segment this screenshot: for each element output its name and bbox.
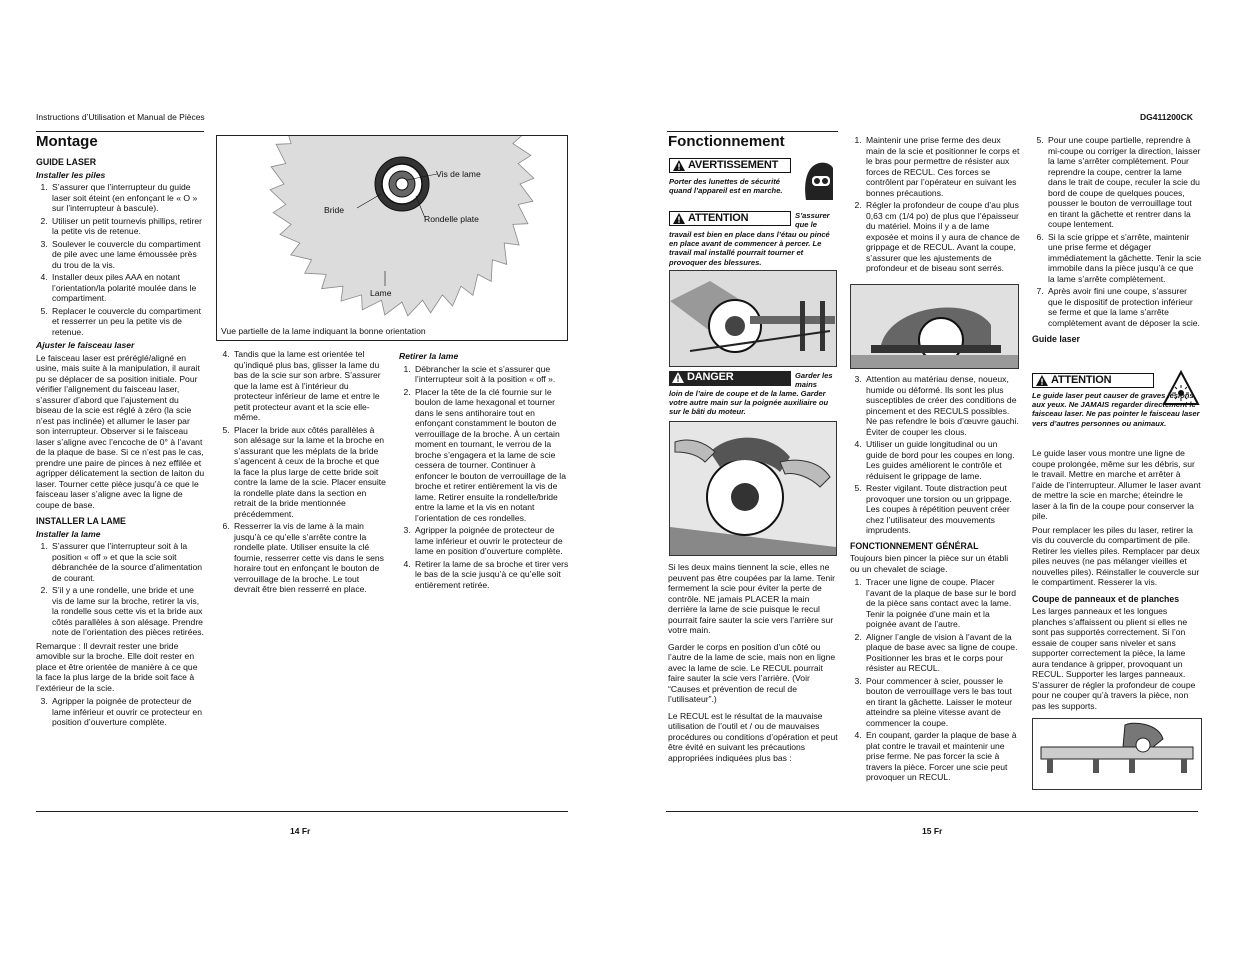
footer-rule-right [666, 811, 1198, 812]
list-item: 6. Resserrer la vis de lame à la main jusqu’à ce qu’elle s’arrête contre la rondelle plate. Utiliser ensuite la clé fournie, resserrer cette vis dans le sens horaire tout en enfonçant le bouton de verrouillage de la broche. Le tout devrait être bien resserré en place. [232, 521, 386, 595]
piles-steps [36, 182, 206, 337]
laser-warning-text: Le guide laser peut causer de graves lésions aux yeux. Ne JAMAIS regarder directement le faisceau laser. Ne pas pointer le faisceau laser vers d’autres personnes ou animaux. [1032, 391, 1200, 428]
list-item: 4. En coupant, garder la plaque de base à plat contre le travail et maintenir une prise ferme. Ne pas forcer la scie à travers la pièce. Forcer une scie peut provoquer un RECUL. [864, 730, 1020, 783]
avertissement-badge [669, 158, 791, 173]
list-item: 6. Si la scie grippe et s’arrête, maintenir une prise ferme et dégager immédiatement la gâchette. Tenir la scie immobile dans la pièce jusqu’à ce que la lame s’arrête complètement. [1046, 232, 1202, 285]
fonct-general-heading: FONCTIONNEMENT GÉNÉRAL [850, 540, 979, 551]
danger-label: DANGER [687, 371, 734, 383]
page-title-fonctionnement: Fonctionnement [668, 133, 785, 150]
retirer-lame-subheading: Retirer la lame [399, 351, 459, 361]
fonct-column-3b [1032, 448, 1202, 714]
list-item: 3. Soulever le couvercle du compartiment de pile avec une lame émoussée près du trou de la vis. [50, 239, 206, 271]
page-title-montage: Montage [36, 133, 98, 150]
fonct-column-2b [850, 374, 1020, 786]
fonct-general-intro: Toujours bien pincer la pièce sur un établi ou un chevalet de sciage. [850, 553, 1009, 574]
list-item: 4. Installer deux piles AAA en notant l’orientation/la polarité moulée dans le compartiment. [50, 272, 206, 304]
label-rondelle-plate: Rondelle plate [424, 214, 479, 224]
list-item: 4. Utiliser un guide longitudinal ou un guide de bord pour les coupes en long. Les guides améliorent le contrôle et réduisent le grippage de lame. [864, 439, 1020, 481]
title-rule-right [667, 131, 838, 132]
fonct-column-1 [668, 562, 838, 766]
installer-lame-steps [36, 541, 206, 638]
list-item: 1. Débrancher la scie et s’assurer que l’interrupteur soit à la position « off ». [413, 364, 569, 385]
attention-text-side: S’assurer que le [795, 211, 830, 230]
list-item: 1. S’assurer que l’interrupteur du guide laser soit éteint (en enfonçant le « O » sur l’interrupteur à bascule). [50, 182, 206, 214]
list-item: 2. Régler la profondeur de coupe d’au plus 0,63 cm (1/4 po) de plus que l’épaisseur du matériel. Moins il y a de lame exposée et moins il y aura de chance de grippage et de RECUL. Avant la coupe, s’assurer que les ajustements de profondeur et de biseau sont serrés. [864, 200, 1020, 274]
list-item: 3. Pour commencer à scier, pousser le bouton de verrouillage vers le bas tout en tirant la gâchette. Laisser le moteur atteindre sa pleine vitesse avant de commencer la coupe. [864, 676, 1020, 729]
safety-goggles-icon [802, 160, 836, 204]
attention-badge-1 [669, 211, 791, 226]
planches-heading: Coupe de panneaux et de planches [1032, 593, 1180, 604]
list-item: 5. Pour une coupe partielle, reprendre à mi-coupe ou corriger la direction, laisser la lame s’arrêter complètement. Pour reprendre la coupe, centrer la lame dans le trait de coupe, reculer la scie du bord de coupe de quelques pouces, pousser le bouton de verrouillage tout en tirant la gâchette et rentrer dans la coupe lentement. [1046, 135, 1202, 230]
guide-laser-heading-right: Guide laser [1032, 334, 1080, 344]
blade-figure [216, 135, 568, 341]
list-item: 4. Tandis que la lame est orientée tel qu’indiqué plus bas, glisser la lame du bas de la scie sur son arbre. S’assurer que la lame est à l’intérieur du protecteur inférieur de lame et entre le petit protecteur avant et la scie elle-même. [232, 349, 386, 423]
montage-column-2 [218, 349, 386, 598]
fonct-column-2a [850, 135, 1020, 277]
fonct-general-steps-cont [1032, 135, 1202, 328]
header-model: DG411200CK [1140, 112, 1193, 122]
hands-paragraph: Si les deux mains tiennent la scie, elles ne peuvent pas être coupées par la lame. Tenir fermement la scie pour éviter la perte de contrôle. NE jamais PLACER la main derrière la lame de scie puisque le recul pourrait faire sauter la scie vers l’arrière sur votre main. [668, 562, 836, 635]
warning-triangle-icon [672, 372, 684, 383]
fonct-general-steps [850, 577, 1020, 783]
list-item: 5. Replacer le couvercle du compartiment et resserrer un peu la petite vis de retenue. [50, 306, 206, 338]
list-item: 5. Placer la bride aux côtés parallèles à son alésage sur la lame et la broche en s’assurant que les méplats de la bride s’agencent à ceux de la broche et que la face la plus large de cette bride soit contre la lame de la scie. Placer ensuite la rondelle plate dans la section en retrait de la bride mentionnée précédemment. [232, 425, 386, 520]
list-item: 2. Utiliser un petit tournevis phillips, retirer la petite vis de retenue. [50, 216, 206, 237]
page-number-left: 14 Fr [290, 826, 311, 836]
danger-text: loin de l’aire de coupe et de la lame. Garder votre autre main sur la poignée auxiliaire ou sur le bâti du moteur. [669, 389, 829, 417]
two-hands-saw-illustration [670, 422, 836, 555]
ajuster-faisceau-subheading: Ajuster le faisceau laser [36, 340, 135, 350]
list-item: 1. Tracer une ligne de coupe. Placer l’avant de la plaque de base sur le bord de la pièce sans contact avec la lame. Tenir la poignée d’une main et la poignée avant de l’autre. [864, 577, 1020, 630]
saw-depth-illustration [851, 285, 1018, 368]
warning-triangle-icon [673, 213, 685, 224]
montage-column-1 [36, 153, 206, 731]
montage-column-3 [399, 349, 569, 593]
page-number-right: 15 Fr [922, 826, 943, 836]
installer-lame-subheading: Installer la lame [36, 528, 101, 539]
installer-piles-subheading: Installer les piles [36, 169, 106, 180]
list-item: 2. Placer la tête de la clé fournie sur le boulon de lame hexagonal et tourner dans le sens antihoraire tout en enfonçant constamment le bouton de verrouillage de la broche. À un certain moment en tournant, le verrou de la broche s’engagera et la lame de scie cessera de tourner. Continuer à enfoncer le bouton de verrouillage de la broche et retirer entièrement la vis de lame. Retirer ensuite la rondelle/bride entre la lame et la vis en notant l’orientation de ces rondelles. [413, 387, 569, 524]
label-bride: Bride [324, 205, 345, 215]
label-lame: Lame [370, 288, 392, 298]
title-rule-left [36, 131, 204, 132]
avertissement-label: AVERTISSEMENT [688, 159, 779, 171]
header-left: Instructions d’Utilisation et Manual de Pièces [36, 112, 205, 122]
panel-support-illustration [1033, 719, 1201, 789]
guide-laser-heading: GUIDE LASER [36, 157, 97, 167]
panel-support-figure [1032, 718, 1202, 790]
saw-vice-photo [669, 270, 837, 367]
depth-adjust-photo [850, 284, 1019, 369]
installer-lame-heading: INSTALLER LA LAME [36, 516, 126, 526]
list-item: 1. S’assurer que l’interrupteur soit à la position « off » et que la scie soit débranchée de la source d’alimentation de courant. [50, 541, 206, 583]
footer-rule-left [36, 811, 568, 812]
label-vis-de-lame: Vis de lame [436, 169, 481, 179]
avertissement-text: Porter des lunettes de sécurité quand l’appareil est en marche. [669, 177, 783, 196]
list-item: 4. Retirer la lame de sa broche et tirer vers le bas de la scie jusqu’à ce qu’elle soit entièrement retirée. [413, 559, 569, 591]
attention-label: ATTENTION [1051, 374, 1112, 386]
attention-text: travail est bien en place dans l’étau ou pincé en place avant de commencer à percer. Le travail mal installé pourrait tourner et provoquer des blessures. [669, 230, 830, 267]
list-item: 5. Rester vigilant. Toute distraction peut provoquer une torsion ou un grippage. Les coupes à répétition peuvent créer chez l’utilisateur des mouvements imprudents. [864, 483, 1020, 536]
planches-paragraph: Les larges panneaux et les longues planches s’affaissent ou plient si elles ne sont pas supportés correctement. Si l’on essaie de couper sans niveler et sans supporter correctement la pièce, la lame aura tendance à gripper, provoquant un RECUL. Supporter les larges panneaux. S’assurer de régler la profondeur de coupe pour ne couper qu’à travers la pièce, non pas les supports. [1032, 606, 1196, 711]
laser-paragraph-2: Pour remplacer les piles du laser, retirer la vis du couvercle du compartiment de pile. Retirer les vielles piles. Remplacer par deux piles neuves (ne pas mélanger vieilles et nouvelles piles). Réinstaller le couvercle sur le compartiment. Resserer la vis. [1032, 524, 1200, 587]
recul-paragraph: Le RECUL est le résultat de la mauvaise utilisation de l’outil et / ou de mauvaises procédures ou conditions d’opération et peut être évité en suivant les précautions appropriées indiquées plus bas : [668, 710, 838, 763]
figure-caption: Vue partielle de la lame indiquant la bonne orientation [221, 326, 426, 336]
list-item: 2. Aligner l’angle de vision à l’avant de la plaque de base avec sa ligne de coupe. Positionner les bras et le corps pour résister au RECUL. [864, 632, 1020, 674]
warning-triangle-icon [673, 160, 685, 171]
warning-triangle-icon [1036, 375, 1048, 386]
saw-blade-illustration [217, 136, 567, 340]
recul-steps-cont [850, 374, 1020, 536]
installer-lame-step-3 [36, 696, 206, 728]
body-position-paragraph: Garder le corps en position d’un côté ou l’autre de la lame de scie, mais non en ligne avec la lame de scie. Le RECUL pourrait faire sauter la scie vers l’arrière. (Voir “Causes et prévention de recul de l’utilisateur”.) [668, 641, 836, 704]
danger-badge [669, 371, 791, 386]
list-item: 7. Après avoir fini une coupe, s’assurer que le dispositif de protection inférieur se ferme et que la lame s’arrête complètement avant de déposer la scie. [1046, 286, 1202, 328]
attention-label: ATTENTION [688, 212, 749, 224]
saw-clamped-illustration [670, 271, 836, 366]
retirer-lame-steps [399, 364, 569, 591]
list-item: 1. Maintenir une prise ferme des deux main de la scie et positionner le corps et le bras pour permettre de résister aux forces de RECUL. Ces forces se contrôlent par l’opérateur en suivant les bonnes précautions. [864, 135, 1020, 198]
hands-saw-photo [669, 421, 837, 556]
list-item: 3. Attention au matériau dense, noueux, humide ou déformé. Ils sont les plus susceptibles de créer des conditions de pincement et des RECULS possibles. Ne pas refendre le bois d’œuvre gauchi. Éviter de couper les clous. [864, 374, 1020, 437]
laser-paragraph-1: Le guide laser vous montre une ligne de coupe prolongée, même sur les débris, sur le travail. Mettre en marche et arrêter à l’aide de l’interrupteur. Allumer le laser avant de mettre la scie en marche; éteindre le laser à la fin de la coupe pour conserver la pile. [1032, 448, 1201, 521]
ajuster-faisceau-paragraph: Le faisceau laser est préréglé/aligné en usine, mais suite à la manipulation, il aurait pu se déplacer de sa position initiale. Pour vérifier l’alignement du faisceau laser, s’assurer d’abord que l’ajustement du biseau de la scie est réglé à zéro (la scie n’est pas inclinée) et allumer le laser par son interrupteur. Observer si le faisceau laser s’aligne avec l’encoche de 0° à l’avant de la plaque de base. Si ce n’est pas le cas, prendre une paire de pinces à nez effilée et agripper délicatement la section de laiton du laser. Tourner cette pièce jusqu’à ce que le faisceau laser s’aligne avec la ligne de coupe de base. [36, 352, 205, 510]
list-item: 3. Agripper la poignée de protecteur de lame inférieur et ouvrir le protecteur de lame en position d’ouverture complète. [413, 525, 569, 557]
danger-text-side: Garder les mains [795, 371, 833, 390]
recul-steps [850, 135, 1020, 274]
remark-paragraph: Remarque : Il devrait rester une bride amovible sur la broche. Elle doit rester en place et être orientée de manière à ce que la face la plus large de la bride soit face à l’extérieur de la scie. [36, 640, 198, 693]
list-item: 3. Agripper la poignée de protecteur de lame inférieur et ouvrir ce protecteur en position d’ouverture complète. [50, 696, 206, 728]
installer-lame-steps-cont [218, 349, 386, 595]
list-item: 2. S’il y a une rondelle, une bride et une vis de lame sur la broche, retirer la vis, la rondelle sous cette vis et la bride aux côtés parallèles à son alésage. Prendre note de l’orientation des pièces retirées. [50, 585, 206, 638]
attention-badge-2 [1032, 373, 1154, 388]
fonct-column-3 [1032, 135, 1202, 347]
